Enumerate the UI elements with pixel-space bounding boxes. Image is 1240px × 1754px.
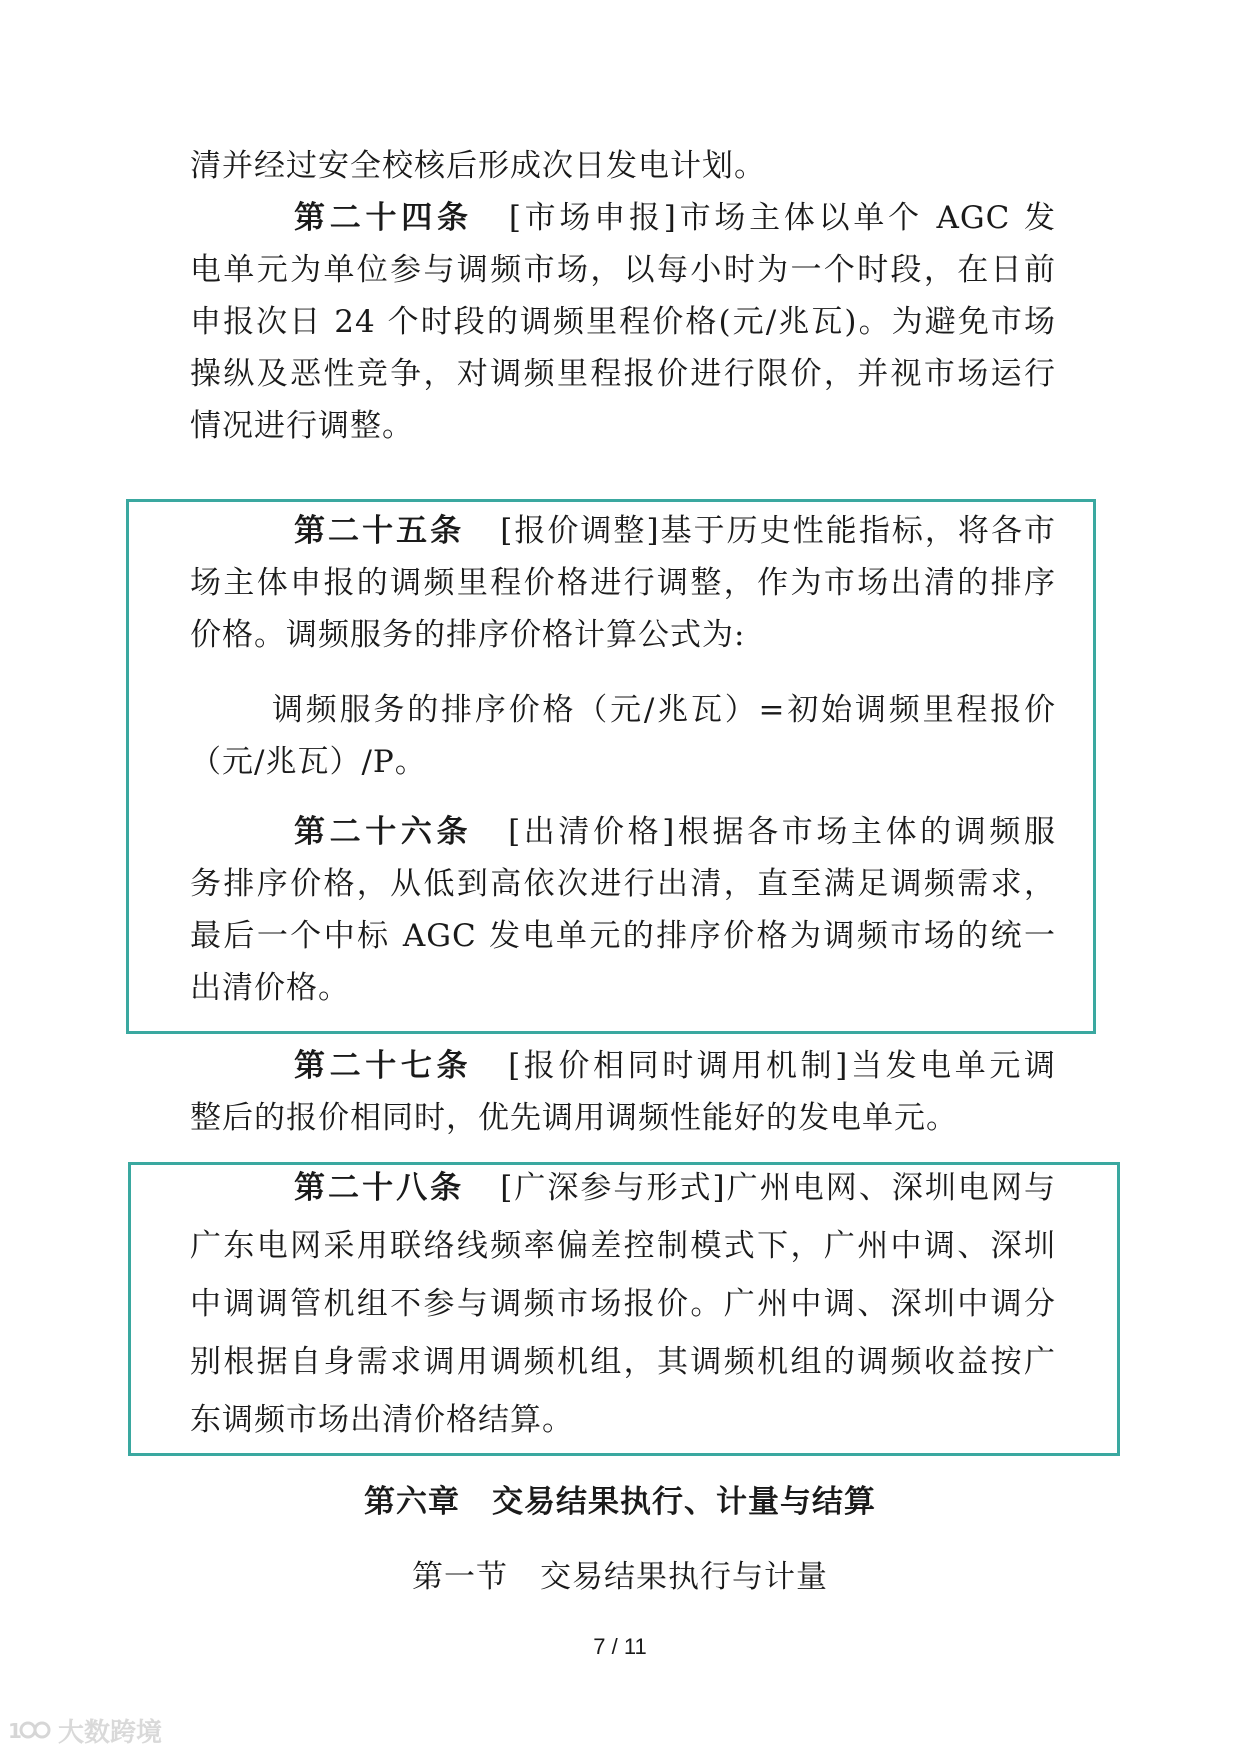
article-28-line-1 xyxy=(294,1168,1056,1208)
chapter-title: 第六章 交易结果执行、计量与结算 xyxy=(364,1484,876,1520)
article-26-line-3: 最后一个中标 AGC 发电单元的排序价格为调频市场的统一 xyxy=(190,918,1056,954)
article-28-line-4: 别根据自身需求调用调频机组，其调频机组的调频收益按广 xyxy=(190,1344,1056,1380)
article-24-line-1 xyxy=(294,198,1056,238)
article-27-line-2: 整后的报价相同时，优先调用调频性能好的发电单元。 xyxy=(190,1100,958,1136)
article-27-text: [报价相同时调用机制]当发电单元调 xyxy=(508,1048,1057,1084)
article-25-line-2: 场主体申报的调频里程价格进行调整，作为市场出清的排序 xyxy=(190,565,1056,601)
article-26-line-1 xyxy=(294,812,1056,852)
article-26-line-4: 出清价格。 xyxy=(190,970,350,1006)
article-28-line-2: 广东电网采用联络线频率偏差控制模式下，广州中调、深圳 xyxy=(190,1228,1056,1264)
article-27-line-1 xyxy=(294,1046,1056,1086)
article-24-line-2: 电单元为单位参与调频市场，以每小时为一个时段，在日前 xyxy=(190,252,1056,288)
watermark xyxy=(8,1712,162,1748)
article-26-text: [出清价格]根据各市场主体的调频服 xyxy=(508,814,1057,850)
article-25-heading: 第二十五条 xyxy=(294,513,465,549)
section-title: 第一节 交易结果执行与计量 xyxy=(412,1559,828,1595)
article-27-heading: 第二十七条 xyxy=(294,1048,473,1084)
logo-icon xyxy=(8,1716,52,1744)
watermark-text: 大数跨境 xyxy=(58,1717,163,1748)
article-26-heading: 第二十六条 xyxy=(294,814,473,850)
article-24-text: [市场申报]市场主体以单个 AGC 发 xyxy=(508,200,1057,236)
article-28-text: [广深参与形式]广州电网、深圳电网与 xyxy=(500,1170,1057,1206)
article-28-heading: 第二十八条 xyxy=(294,1170,465,1206)
article-24-line-5: 情况进行调整。 xyxy=(190,408,414,444)
article-24-line-4: 操纵及恶性竞争，对调频里程报价进行限价，并视市场运行 xyxy=(190,356,1056,392)
paragraph-line: 清并经过安全校核后形成次日发电计划。 xyxy=(190,148,766,184)
article-24-line-3: 申报次日 24 个时段的调频里程价格(元/兆瓦)。为避免市场 xyxy=(190,304,1056,340)
formula-line-2: （元/兆瓦）/P。 xyxy=(190,744,427,780)
page-number: 7 / 11 xyxy=(593,1634,647,1659)
formula-line-1: 调频服务的排序价格（元/兆瓦）=初始调频里程报价 xyxy=(272,692,1056,728)
article-24-heading: 第二十四条 xyxy=(294,200,473,236)
article-28-line-5: 东调频市场出清价格结算。 xyxy=(190,1402,574,1438)
article-25-line-3: 价格。调频服务的排序价格计算公式为: xyxy=(190,617,746,653)
article-25-line-1 xyxy=(294,511,1056,551)
article-25-text: [报价调整]基于历史性能指标，将各市 xyxy=(500,513,1057,549)
article-26-line-2: 务排序价格，从低到高依次进行出清，直至满足调频需求， xyxy=(190,866,1056,902)
svg-text:1: 1 xyxy=(8,1719,22,1743)
article-28-line-3: 中调调管机组不参与调频市场报价。广州中调、深圳中调分 xyxy=(190,1286,1056,1322)
